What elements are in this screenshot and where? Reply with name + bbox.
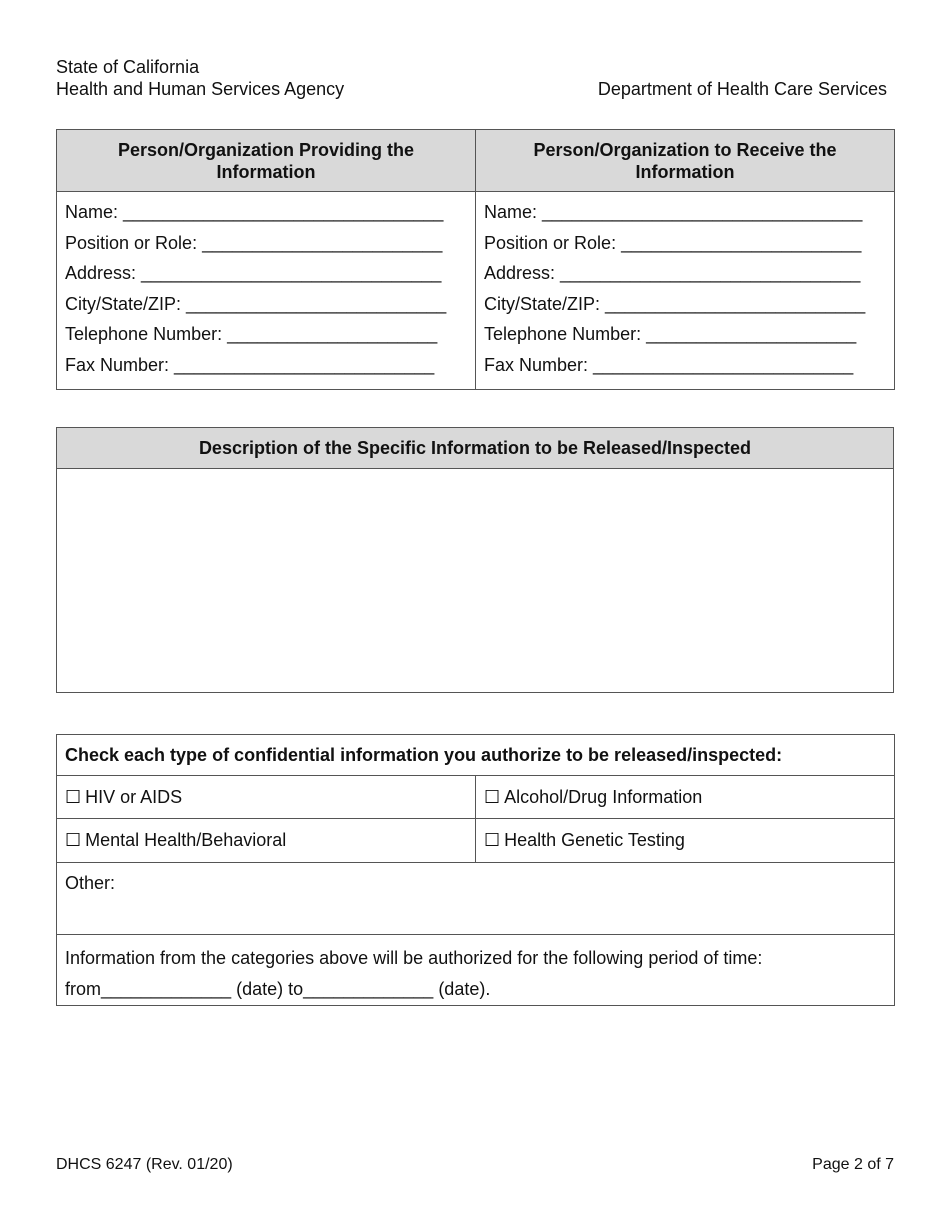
confidential-heading: Check each type of confidential information you authorize to be released/inspected:	[57, 735, 895, 776]
period-cell	[57, 935, 895, 1006]
period-text: Information from the categories above will be authorized for the following period of time:	[65, 948, 763, 968]
receiver-heading: Person/Organization to Receive the Information	[476, 130, 895, 192]
receiver-role-field[interactable]: Position or Role: ________________________	[484, 232, 862, 253]
option-genetic-testing[interactable]	[476, 819, 895, 863]
provider-role-field[interactable]: Position or Role: ________________________	[65, 232, 443, 253]
provider-city-field[interactable]: City/State/ZIP: __________________________	[65, 293, 447, 314]
description-heading: Description of the Specific Information to be Released/Inspected	[57, 428, 894, 469]
provider-heading: Person/Organization Providing the Information	[57, 130, 476, 192]
checkbox-icon[interactable]: ☐	[484, 830, 501, 850]
other-field[interactable]	[57, 863, 895, 935]
confidential-table	[56, 734, 895, 1006]
page-number: Page 2 of 7	[812, 1156, 894, 1173]
receiver-city-field[interactable]: City/State/ZIP: __________________________	[484, 293, 866, 314]
period-dates[interactable]: from_____________ (date) to_____________ (date).	[65, 979, 491, 999]
option-label: Health Genetic Testing	[504, 830, 685, 850]
option-alcohol-drug[interactable]	[476, 776, 895, 819]
parties-table	[56, 129, 895, 390]
checkbox-icon[interactable]: ☐	[484, 786, 501, 807]
department-name: Department of Health Care Services	[597, 79, 887, 99]
state-name: State of California	[56, 57, 200, 77]
description-table	[56, 427, 894, 693]
checkbox-icon[interactable]: ☐	[65, 830, 82, 850]
form-id: DHCS 6247 (Rev. 01/20)	[56, 1156, 233, 1173]
provider-fields	[57, 192, 476, 390]
provider-fax-field[interactable]: Fax Number: __________________________	[65, 354, 435, 375]
option-hiv[interactable]	[57, 776, 476, 819]
option-mental-health[interactable]	[57, 819, 476, 863]
other-label: Other:	[65, 873, 116, 893]
receiver-name-field[interactable]: Name: ________________________________	[484, 202, 863, 222]
option-label: Alcohol/Drug Information	[504, 786, 703, 807]
receiver-fields	[476, 192, 895, 390]
description-area[interactable]	[57, 469, 894, 693]
receiver-address-field[interactable]: Address: ______________________________	[484, 263, 861, 284]
receiver-fax-field[interactable]: Fax Number: __________________________	[484, 354, 854, 375]
option-label: Mental Health/Behavioral	[85, 830, 287, 850]
provider-address-field[interactable]: Address: ______________________________	[65, 263, 442, 284]
receiver-telephone-field[interactable]: Telephone Number: _____________________	[484, 324, 857, 345]
agency-name: Health and Human Services Agency	[56, 79, 345, 99]
provider-name-field[interactable]: Name: ________________________________	[65, 202, 444, 222]
provider-telephone-field[interactable]: Telephone Number: _____________________	[65, 324, 438, 345]
checkbox-icon[interactable]: ☐	[65, 786, 82, 807]
option-label: HIV or AIDS	[85, 786, 183, 807]
